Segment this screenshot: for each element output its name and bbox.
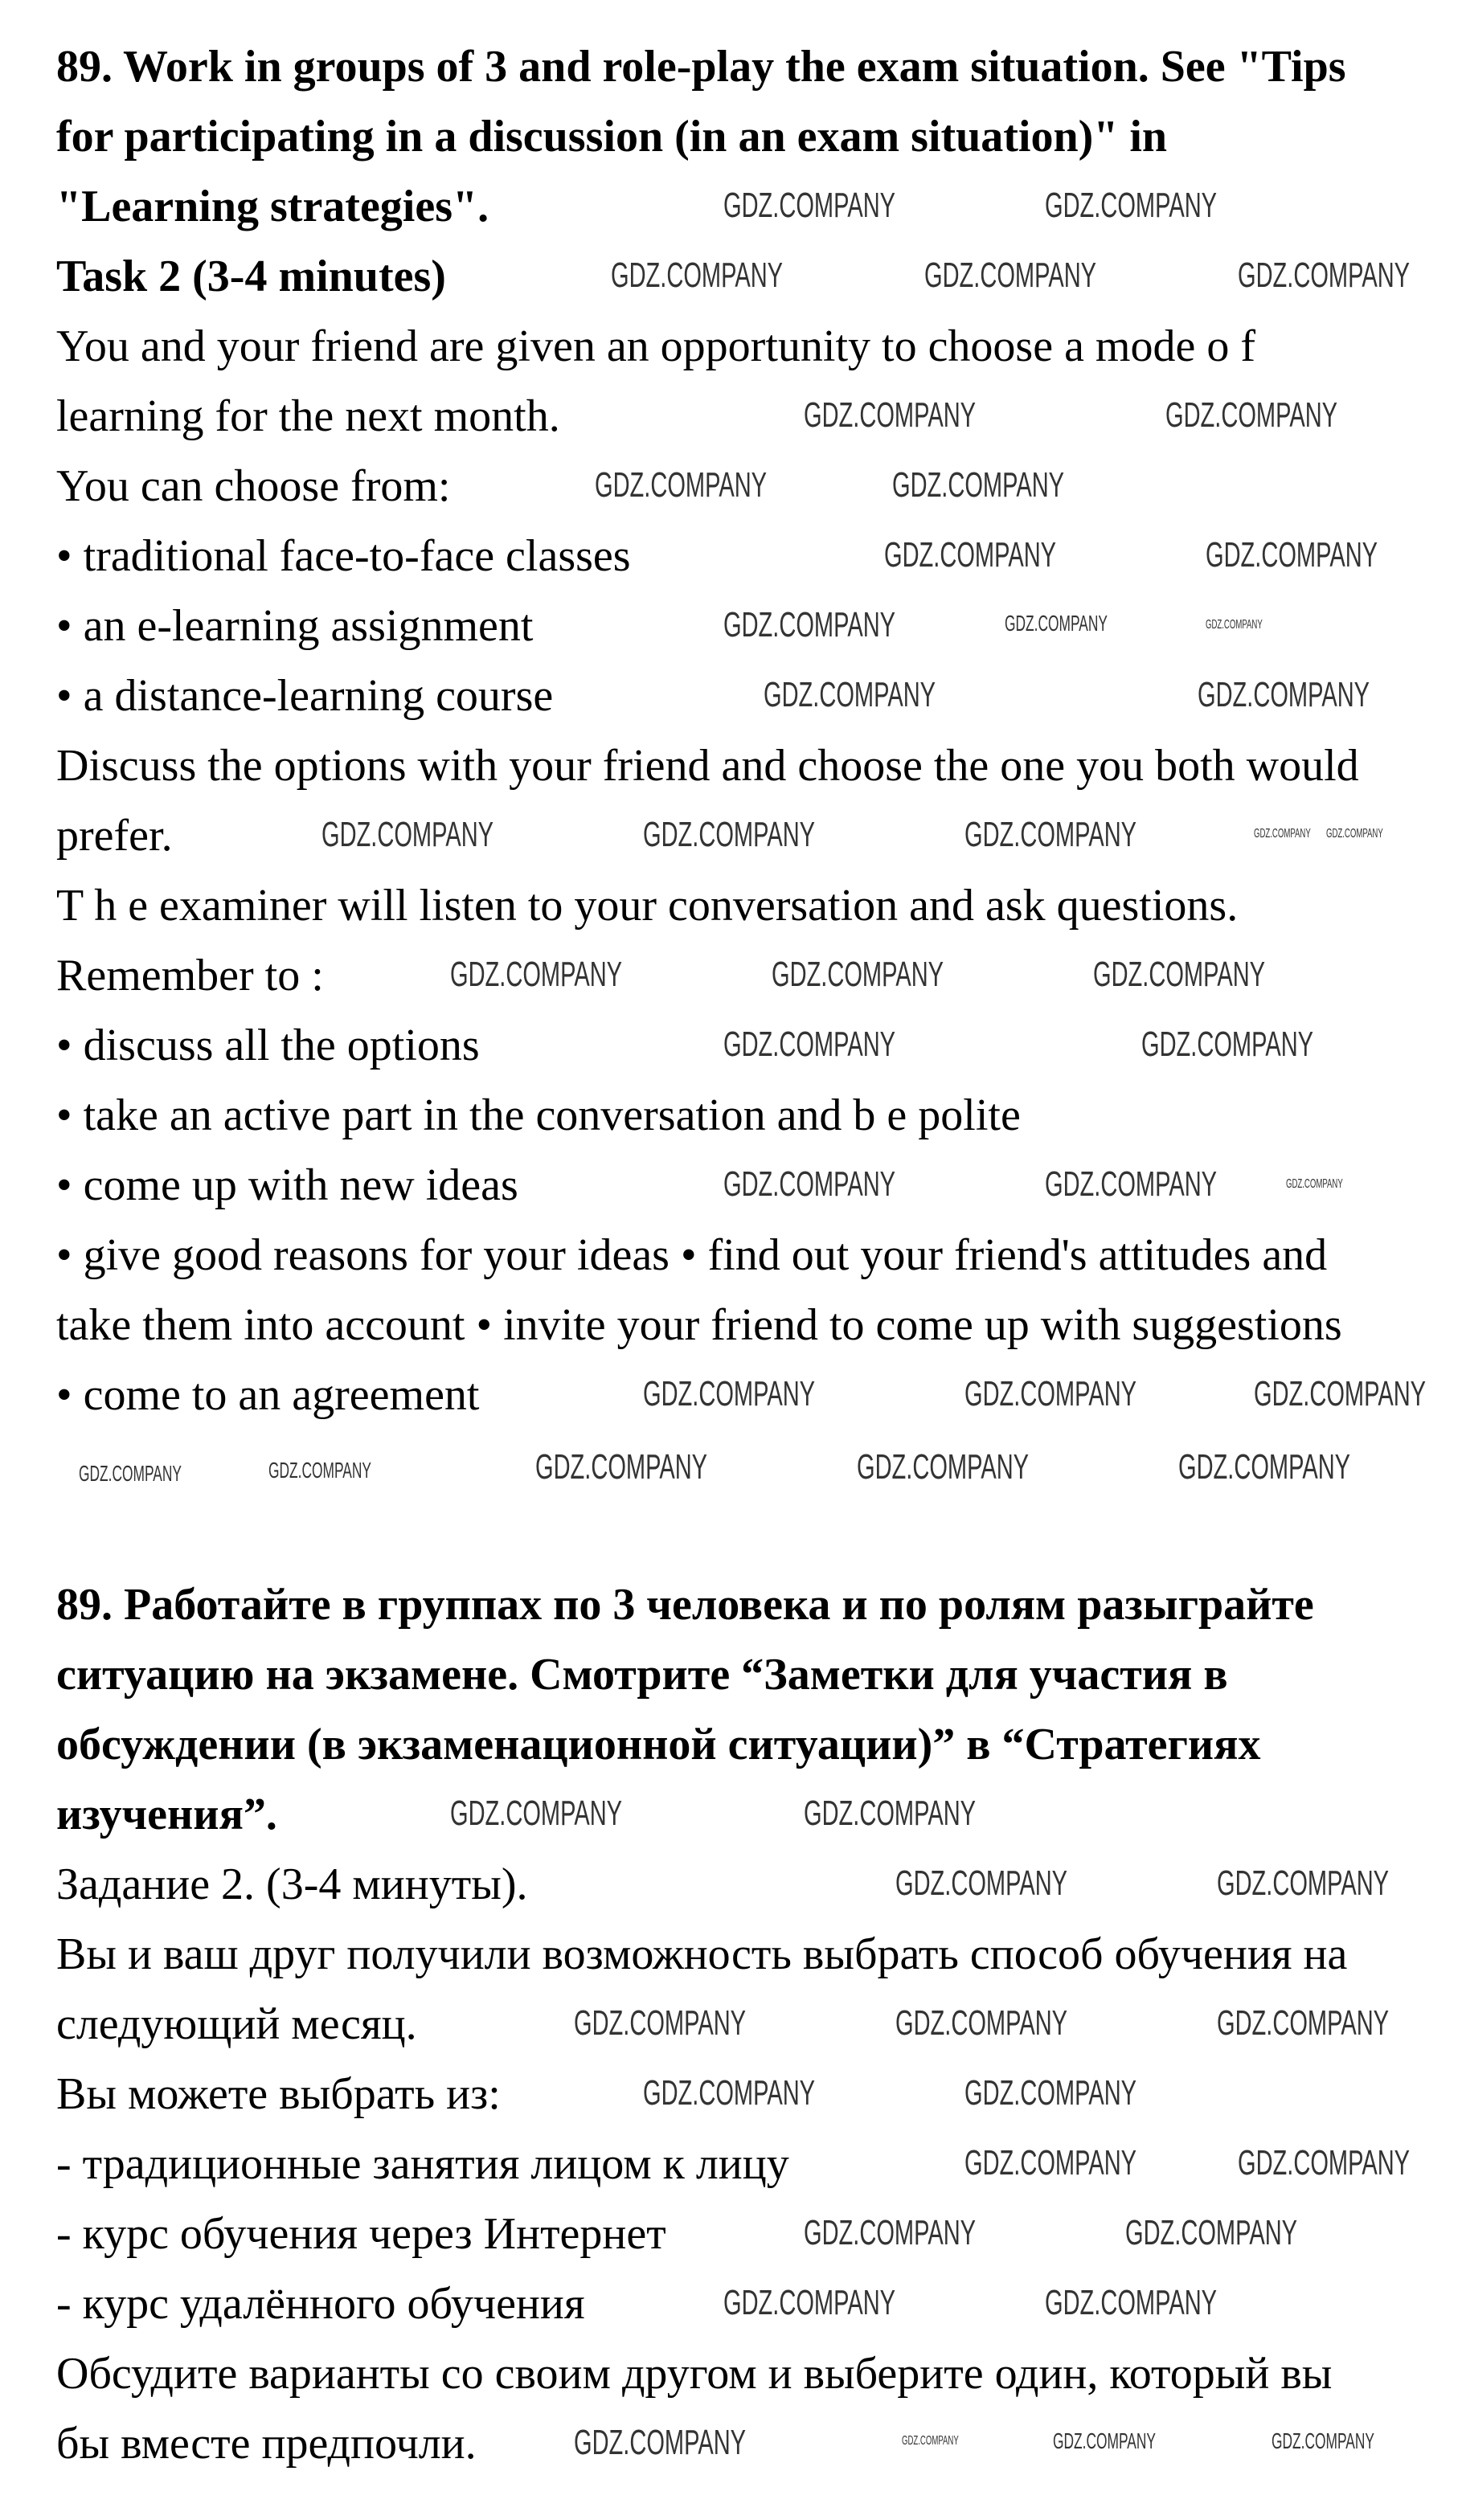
watermark: GDZ.COMPANY: [1206, 618, 1263, 632]
intro-text-en: learning for the next month.: [56, 391, 560, 441]
choose-from-en: You can choose from:: [56, 461, 451, 511]
option-item-en: • traditional face-to-face classes: [56, 531, 631, 581]
watermark: GDZ.COMPANY: [892, 465, 1065, 505]
exercise-heading-ru: изучения”.: [56, 1790, 277, 1839]
watermark: GDZ.COMPANY: [1217, 1863, 1390, 1903]
discuss-text-en: prefer.: [56, 811, 173, 861]
exercise-heading-ru: обсуждении (в экзаменационной ситуации)” в “Стратегиях: [56, 1720, 1261, 1769]
watermark: GDZ.COMPANY: [895, 2003, 1068, 2043]
watermark: GDZ.COMPANY: [964, 2143, 1137, 2182]
watermark: GDZ.COMPANY: [1045, 186, 1218, 225]
watermark: GDZ.COMPANY: [1045, 2283, 1218, 2322]
exercise-heading-en: for participating in a discussion (in an exam situation)" in: [56, 112, 1168, 162]
watermark: GDZ.COMPANY: [1286, 1177, 1343, 1191]
watermark: GDZ.COMPANY: [611, 256, 784, 295]
watermark: GDZ.COMPANY: [1198, 675, 1370, 714]
option-item-en: • a distance-learning course: [56, 671, 554, 721]
watermark: GDZ.COMPANY: [1326, 827, 1383, 841]
watermark: GDZ.COMPANY: [964, 1374, 1137, 1413]
watermark: GDZ.COMPANY: [723, 186, 896, 225]
watermark: GDZ.COMPANY: [804, 1794, 977, 1833]
watermark: GDZ.COMPANY: [1178, 1447, 1351, 1487]
watermark: GDZ.COMPANY: [643, 2073, 816, 2113]
watermark: GDZ.COMPANY: [450, 955, 623, 994]
watermark: GDZ.COMPANY: [924, 256, 1097, 295]
spacer: [56, 1500, 1439, 1570]
reminder-item-en: • come to an agreement: [56, 1370, 480, 1420]
intro-text-en: You and your friend are given an opportunity to choose a mode o f: [56, 321, 1255, 371]
task-title-ru: Задание 2. (3-4 минуты).: [56, 1859, 528, 1909]
watermark: GDZ.COMPANY: [1254, 827, 1311, 841]
intro-text-ru: следующий месяц.: [56, 1999, 417, 2049]
reminder-item-en: • take an active part in the conversation and b e polite: [56, 1090, 1021, 1140]
watermark: GDZ.COMPANY: [723, 1025, 896, 1064]
watermark: GDZ.COMPANY: [574, 2003, 747, 2043]
intro-text-ru: Вы и ваш друг получили возможность выбрать способ обучения на: [56, 1929, 1348, 1979]
examiner-text-en: T h e examiner will listen to your conversation and ask questions.: [56, 881, 1239, 931]
watermark: GDZ.COMPANY: [1217, 2003, 1390, 2043]
watermark: GDZ.COMPANY: [723, 2283, 896, 2322]
watermark: GDZ.COMPANY: [1272, 2428, 1374, 2453]
option-item-ru: - традиционные занятия лицом к лицу: [56, 2139, 789, 2189]
watermark: GDZ.COMPANY: [964, 2073, 1137, 2113]
exercise-heading-en: "Learning strategies".: [56, 182, 489, 231]
exercise-heading-ru: 89. Работайте в группах по 3 человека и по ролям разыграйте: [56, 1580, 1314, 1630]
exercise-heading-ru: ситуацию на экзамене. Смотрите “Заметки для участия в: [56, 1650, 1228, 1700]
remember-label-en: Remember to :: [56, 951, 324, 1000]
watermark: GDZ.COMPANY: [535, 1447, 708, 1487]
reminder-item-en: • discuss all the options: [56, 1021, 480, 1070]
watermark: GDZ.COMPANY: [764, 675, 936, 714]
watermark: GDZ.COMPANY: [1141, 1025, 1314, 1064]
watermark: GDZ.COMPANY: [643, 1374, 816, 1413]
watermark: GDZ.COMPANY: [895, 1863, 1068, 1903]
watermark: GDZ.COMPANY: [79, 1461, 182, 1486]
watermark: GDZ.COMPANY: [804, 2213, 977, 2252]
watermark: GDZ.COMPANY: [1238, 256, 1411, 295]
watermark: GDZ.COMPANY: [595, 465, 768, 505]
watermark: GDZ.COMPANY: [804, 395, 977, 435]
reminder-item-en: • come up with new ideas: [56, 1160, 518, 1210]
watermark: GDZ.COMPANY: [450, 1794, 623, 1833]
option-item-ru: - курс обучения через Интернет: [56, 2209, 666, 2259]
option-item-en: • an e-learning assignment: [56, 601, 534, 651]
reminder-item-en: take them into account • invite your friend to come up with suggestions: [56, 1300, 1342, 1350]
watermark: GDZ.COMPANY: [964, 815, 1137, 854]
discuss-text-en: Discuss the options with your friend and choose the one you both would: [56, 741, 1359, 791]
watermark: GDZ.COMPANY: [1045, 1164, 1218, 1204]
watermark: GDZ.COMPANY: [723, 605, 896, 644]
discuss-text-ru: Обсудите варианты со своим другом и выберите один, который вы: [56, 2349, 1333, 2399]
option-item-ru: - курс удалённого обучения: [56, 2279, 585, 2329]
watermark: GDZ.COMPANY: [1206, 535, 1378, 575]
watermark: GDZ.COMPANY: [1238, 2143, 1411, 2182]
watermark: GDZ.COMPANY: [268, 1458, 371, 1483]
exercise-heading-en: 89. Work in groups of 3 and role-play the exam situation. See "Tips: [56, 42, 1346, 92]
watermark: GDZ.COMPANY: [574, 2423, 747, 2462]
watermark: GDZ.COMPANY: [1053, 2428, 1156, 2453]
watermark: GDZ.COMPANY: [1093, 955, 1266, 994]
watermark: GDZ.COMPANY: [772, 955, 944, 994]
watermark: GDZ.COMPANY: [857, 1447, 1030, 1487]
watermark: GDZ.COMPANY: [723, 1164, 896, 1204]
watermark: GDZ.COMPANY: [1125, 2213, 1298, 2252]
watermark: GDZ.COMPANY: [321, 815, 494, 854]
watermark: GDZ.COMPANY: [643, 815, 816, 854]
watermark: GDZ.COMPANY: [902, 2434, 959, 2448]
reminder-item-en: • give good reasons for your ideas • find out your friend's attitudes and: [56, 1230, 1328, 1280]
task-title-en: Task 2 (3-4 minutes): [56, 252, 446, 301]
choose-from-ru: Вы можете выбрать из:: [56, 2069, 501, 2119]
watermark: GDZ.COMPANY: [884, 535, 1057, 575]
watermark: GDZ.COMPANY: [1165, 395, 1338, 435]
watermark: GDZ.COMPANY: [1254, 1374, 1427, 1413]
watermark: GDZ.COMPANY: [1005, 611, 1108, 636]
discuss-text-ru: бы вместе предпочли.: [56, 2419, 477, 2469]
